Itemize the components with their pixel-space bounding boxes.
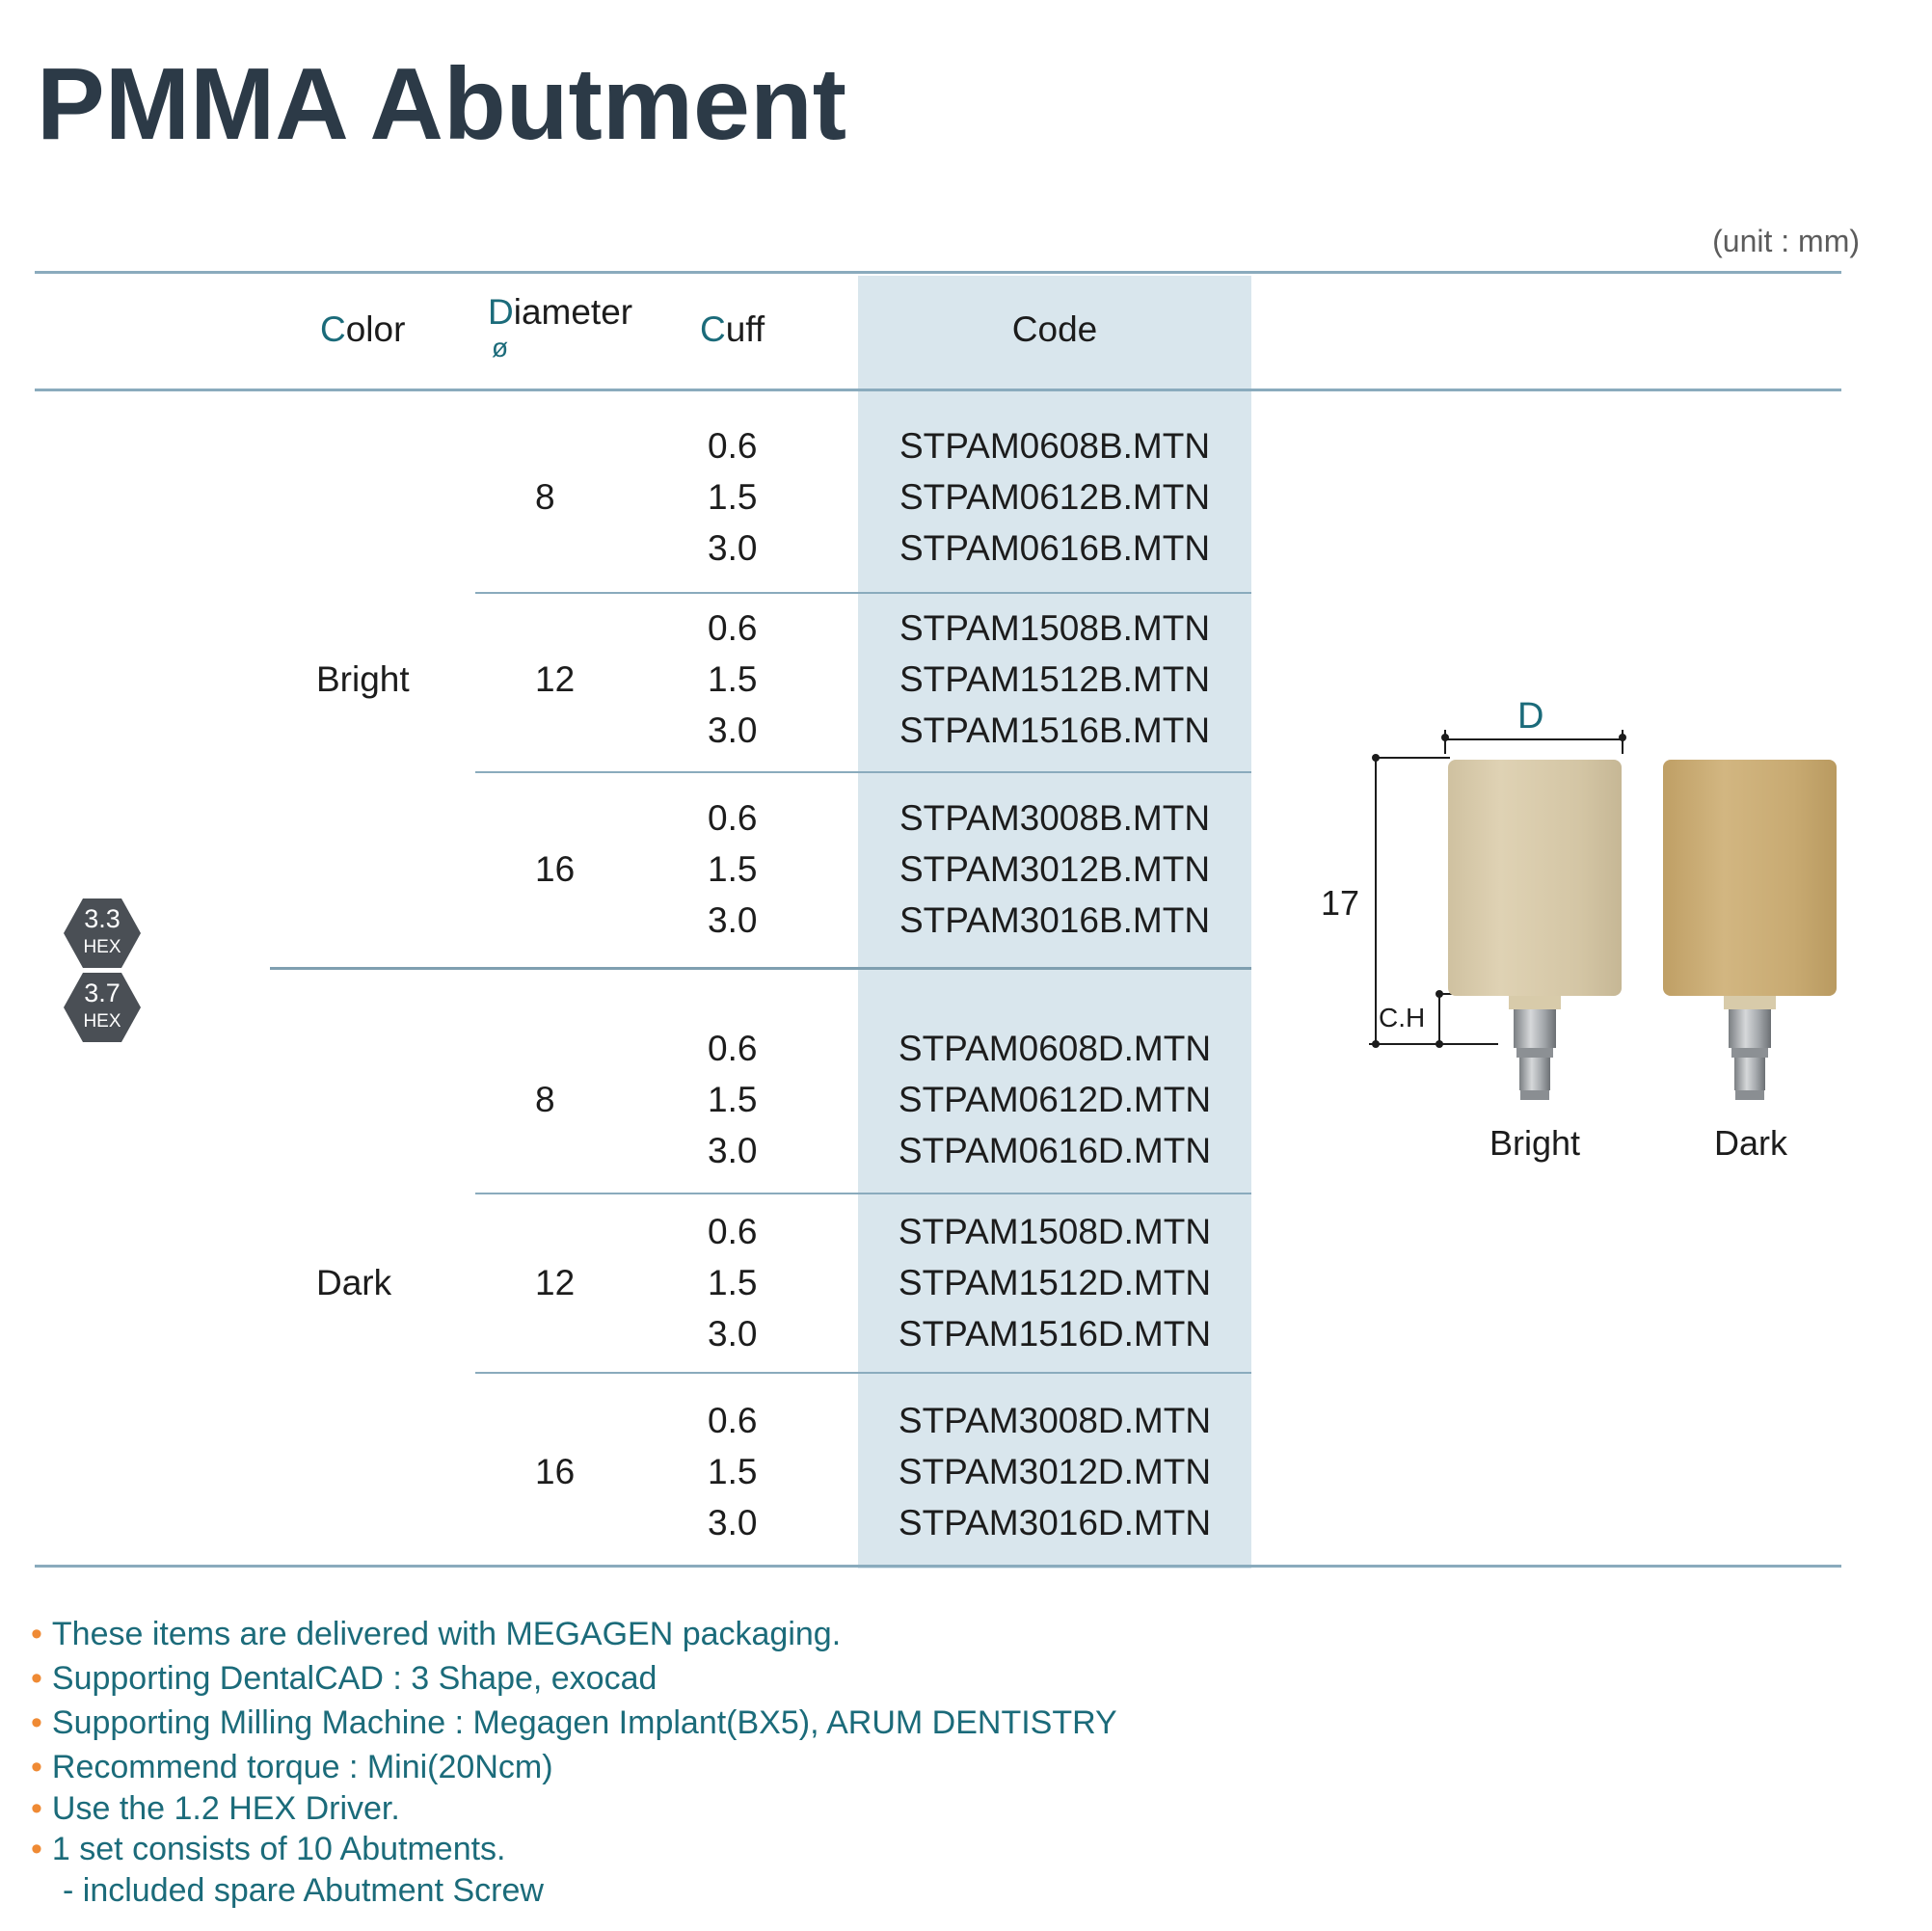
code-cell: STPAM0608D.MTN bbox=[898, 1029, 1212, 1068]
cuff-cell: 1.5 bbox=[708, 1452, 758, 1491]
note-item: • These items are delivered with MEGAGEN packaging. bbox=[31, 1616, 842, 1652]
cuff-height-dim-label: C.H bbox=[1379, 1003, 1426, 1033]
dark-abutment-body bbox=[1663, 760, 1837, 996]
diameter-cell: 12 bbox=[535, 1263, 576, 1302]
row-separator bbox=[475, 1193, 1251, 1194]
color-cell-bright: Bright bbox=[316, 659, 410, 699]
diameter-cell: 16 bbox=[535, 1452, 576, 1491]
page-title: PMMA Abutment bbox=[37, 47, 847, 161]
diameter-cell: 12 bbox=[535, 659, 576, 699]
cuff-cell: 0.6 bbox=[708, 1401, 758, 1440]
hex-badge-3-3: 3.3 HEX bbox=[64, 898, 141, 968]
cuff-cell: 1.5 bbox=[708, 477, 758, 517]
code-cell: STPAM1512B.MTN bbox=[899, 659, 1211, 699]
abutment-diagram bbox=[1330, 694, 1870, 1128]
height-dim-label: 17 bbox=[1321, 883, 1360, 923]
cuff-cell: 0.6 bbox=[708, 798, 758, 838]
cuff-cell: 3.0 bbox=[708, 1314, 758, 1354]
sub-note: - included spare Abutment Screw bbox=[63, 1872, 544, 1909]
diameter-dim-label: D bbox=[1517, 696, 1544, 737]
code-cell: STPAM0612D.MTN bbox=[898, 1080, 1212, 1119]
code-cell: STPAM3016B.MTN bbox=[899, 900, 1211, 940]
row-separator bbox=[475, 592, 1251, 594]
code-cell: STPAM0612B.MTN bbox=[899, 477, 1211, 517]
note-item: • Supporting DentalCAD : 3 Shape, exocad bbox=[31, 1660, 657, 1697]
code-cell: STPAM0616D.MTN bbox=[898, 1131, 1212, 1170]
code-cell: STPAM1508B.MTN bbox=[899, 608, 1211, 648]
note-item: • 1 set consists of 10 Abutments. bbox=[31, 1831, 506, 1867]
note-item: • Use the 1.2 HEX Driver. bbox=[31, 1790, 400, 1827]
note-item: • Recommend torque : Mini(20Ncm) bbox=[31, 1749, 553, 1785]
header-diameter-symbol: ø bbox=[492, 333, 509, 362]
code-cell: STPAM0616B.MTN bbox=[899, 528, 1211, 568]
row-separator bbox=[475, 1372, 1251, 1374]
header-code: Code bbox=[1011, 309, 1098, 349]
diameter-cell: 8 bbox=[535, 1080, 555, 1119]
cuff-cell: 0.6 bbox=[708, 1212, 758, 1251]
cuff-cell: 3.0 bbox=[708, 1131, 758, 1170]
cuff-cell: 1.5 bbox=[708, 659, 758, 699]
hex-badge-3-7: 3.7 HEX bbox=[64, 973, 141, 1042]
code-cell: STPAM1508D.MTN bbox=[898, 1212, 1212, 1251]
cuff-cell: 0.6 bbox=[708, 608, 758, 648]
cuff-cell: 1.5 bbox=[708, 849, 758, 889]
code-cell: STPAM1512D.MTN bbox=[898, 1263, 1212, 1302]
cuff-cell: 0.6 bbox=[708, 1029, 758, 1068]
header-color: Color bbox=[320, 309, 406, 349]
bright-abutment-body bbox=[1448, 760, 1622, 996]
code-cell: STPAM3012B.MTN bbox=[899, 849, 1211, 889]
code-cell: STPAM3012D.MTN bbox=[898, 1452, 1212, 1491]
code-cell: STPAM3008D.MTN bbox=[898, 1401, 1212, 1440]
code-cell: STPAM3016D.MTN bbox=[898, 1503, 1212, 1542]
cuff-cell: 3.0 bbox=[708, 900, 758, 940]
color-cell-dark: Dark bbox=[316, 1263, 392, 1302]
header-cuff: Cuff bbox=[700, 309, 765, 349]
cuff-cell: 3.0 bbox=[708, 1503, 758, 1542]
unit-note: (unit : mm) bbox=[1712, 224, 1860, 258]
code-cell: STPAM0608B.MTN bbox=[899, 426, 1211, 466]
cuff-cell: 3.0 bbox=[708, 711, 758, 750]
header-diameter: Diameter bbox=[488, 292, 633, 332]
header-bottom-rule bbox=[35, 389, 1841, 391]
table-top-rule bbox=[35, 271, 1841, 274]
bright-label: Bright bbox=[1489, 1123, 1581, 1163]
code-cell: STPAM1516B.MTN bbox=[899, 711, 1211, 750]
diameter-cell: 8 bbox=[535, 477, 555, 517]
cuff-cell: 1.5 bbox=[708, 1080, 758, 1119]
dark-label: Dark bbox=[1714, 1123, 1788, 1163]
code-cell: STPAM3008B.MTN bbox=[899, 798, 1211, 838]
table-bottom-rule bbox=[35, 1565, 1841, 1568]
cuff-cell: 0.6 bbox=[708, 426, 758, 466]
row-separator bbox=[475, 771, 1251, 773]
color-group-separator bbox=[270, 967, 1251, 970]
note-item: • Supporting Milling Machine : Megagen Implant(BX5), ARUM DENTISTRY bbox=[31, 1704, 1117, 1741]
cuff-cell: 3.0 bbox=[708, 528, 758, 568]
code-cell: STPAM1516D.MTN bbox=[898, 1314, 1212, 1354]
diameter-cell: 16 bbox=[535, 849, 576, 889]
cuff-cell: 1.5 bbox=[708, 1263, 758, 1302]
